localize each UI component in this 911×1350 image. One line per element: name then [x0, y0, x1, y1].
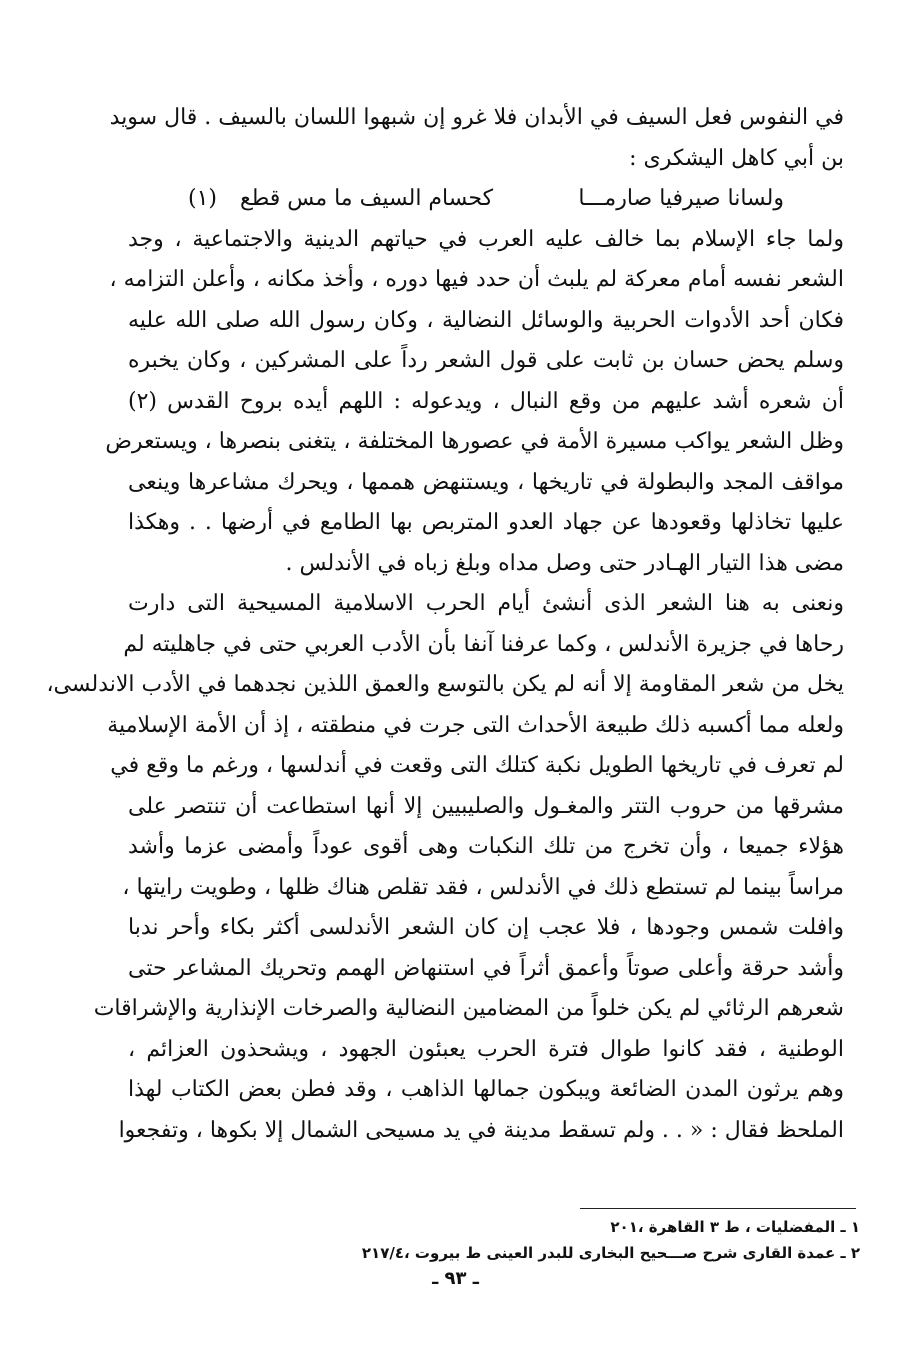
footnote-2: ٢ ـ عمدة القارى شرح صـــحيح البخارى للبدر العينى ط بيروت ،٢١٧/٤: [361, 1244, 860, 1262]
text-line: ونعنى به هنا الشعر الذى أنشئ أيام الحرب الاسلامية المسيحية التى دارت: [128, 591, 844, 616]
text-line: ولعله مما أكسبه ذلك طبيعة الأحداث التى جرت في منطقته ، إذ أن الأمة الإسلامية: [107, 712, 844, 738]
text-line: وأشد حرقة وأعلى صوتاً وأعمق أثراً في استنهاض الهمم وتحريك المشاعر حتى: [128, 955, 844, 981]
footnote-1: ١ ـ المفضليات ، ط ٣ القاهرة ،٢٠١: [610, 1218, 860, 1236]
verse-first-hemistich: ولسانا صيرفيا صارمـــا: [578, 186, 784, 211]
text-line: عليها تخاذلها وقعودها عن جهاد العدو المتربص بها الطامع في أرضها . . وهكذا: [128, 510, 844, 535]
footnote-divider: [580, 1208, 856, 1209]
verse-second-hemistich-group: [188, 179, 493, 220]
text-line: مشرقها من حروب التتر والمغـول والصليبيين إلا أنها استطاعت أن تنتصر على: [128, 793, 844, 819]
text-line: الوطنية ، فقد كانوا طوال فترة الحرب يعبئون الجهود ، ويشحذون العزائم ،: [128, 1036, 844, 1062]
text-line: وسلم يحض حسان بن ثابت على قول الشعر رداً على المشركين ، وكان يخبره: [128, 348, 844, 373]
text-line: بن أبي كاهل اليشكرى :: [629, 145, 844, 171]
text-line: في النفوس فعل السيف في الأبدان فلا غرو إن شبهوا اللسان بالسيف . قال سويد: [109, 105, 844, 130]
text-line: شعرهم الرثائي لم يكن خلواً من المضامين النضالية والصرخات الإنذارية والإشراقات: [93, 996, 844, 1021]
body-text: [46, 98, 844, 1151]
text-line: وافلت شمس وجودها ، فلا عجب إن كان الشعر الأندلسى أكثر بكاء وأحر ندبا: [128, 915, 844, 940]
text-line: الشعر نفسه أمام معركة لم يلبث أن حدد فيها دوره ، وأخذ مكانه ، وأعلن التزامه ،: [109, 267, 844, 292]
text-line: فكان أحد الأدوات الحربية والوسائل النضالية ، وكان رسول الله صلى الله عليه: [128, 307, 844, 333]
text-line: هؤلاء جميعا ، وأن تخرج من تلك النكبات وهى أقوى عوداً وأمضى عزما وأشد: [128, 834, 844, 859]
text-line: مراساً بينما لم تستطع ذلك في الأندلس ، فقد تقلص هناك ظلها ، وطويت رايتها ،: [122, 874, 844, 900]
footnotes: [260, 1214, 860, 1266]
page-number: ـ ٩٣ ـ: [432, 1268, 479, 1289]
text-line: وهم يرثون المدن الضائعة ويبكون جمالها الذاهب ، وقد فطن بعض الكتاب لهذا: [128, 1077, 844, 1102]
text-line: مواقف المجد والبطولة في تاريخها ، ويستنهض هممها ، ويحرك مشاعرها وينعى: [128, 469, 844, 495]
text-line: مضى هذا التيار الهـادر حتى وصل مداه وبلغ زباه في الأندلس .: [285, 550, 844, 576]
text-line: وظل الشعر يواكب مسيرة الأمة في عصورها المختلفة ، يتغنى بنصرها ، ويستعرض: [105, 429, 844, 454]
text-line: أن شعره أشد عليهم من وقع النبال ، ويدعوله : اللهم أيده بروح القدس (٢): [128, 388, 844, 414]
footnote-marker: (١): [188, 186, 218, 211]
text-line: يخل من شعر المقاومة إلا أنه لم يكن بالتوسع والعمق اللذين نجدهما في الأدب الاندلسى،: [46, 672, 844, 697]
text-line: رحاها في جزيرة الأندلس ، وكما عرفنا آنفا بأن الأدب العربي حتى في جاهليته لم: [123, 631, 844, 657]
verse-second-hemistich: كحسام السيف ما مس قطع: [240, 186, 494, 211]
text-line: الملحظ فقال : « . . ولم تسقط مدينة في يد مسيحى الشمال إلا بكوها ، وتفجعوا: [118, 1117, 844, 1143]
text-line: ولما جاء الإسلام بما خالف عليه العرب في حياتهم الدينية والاجتماعية ، وجد: [128, 226, 844, 252]
text-line: لم تعرف في تاريخها الطويل نكبة كتلك التى وقعت في أندلسها ، ورغم ما وقع في: [110, 753, 844, 778]
poem-verse: [128, 179, 844, 220]
